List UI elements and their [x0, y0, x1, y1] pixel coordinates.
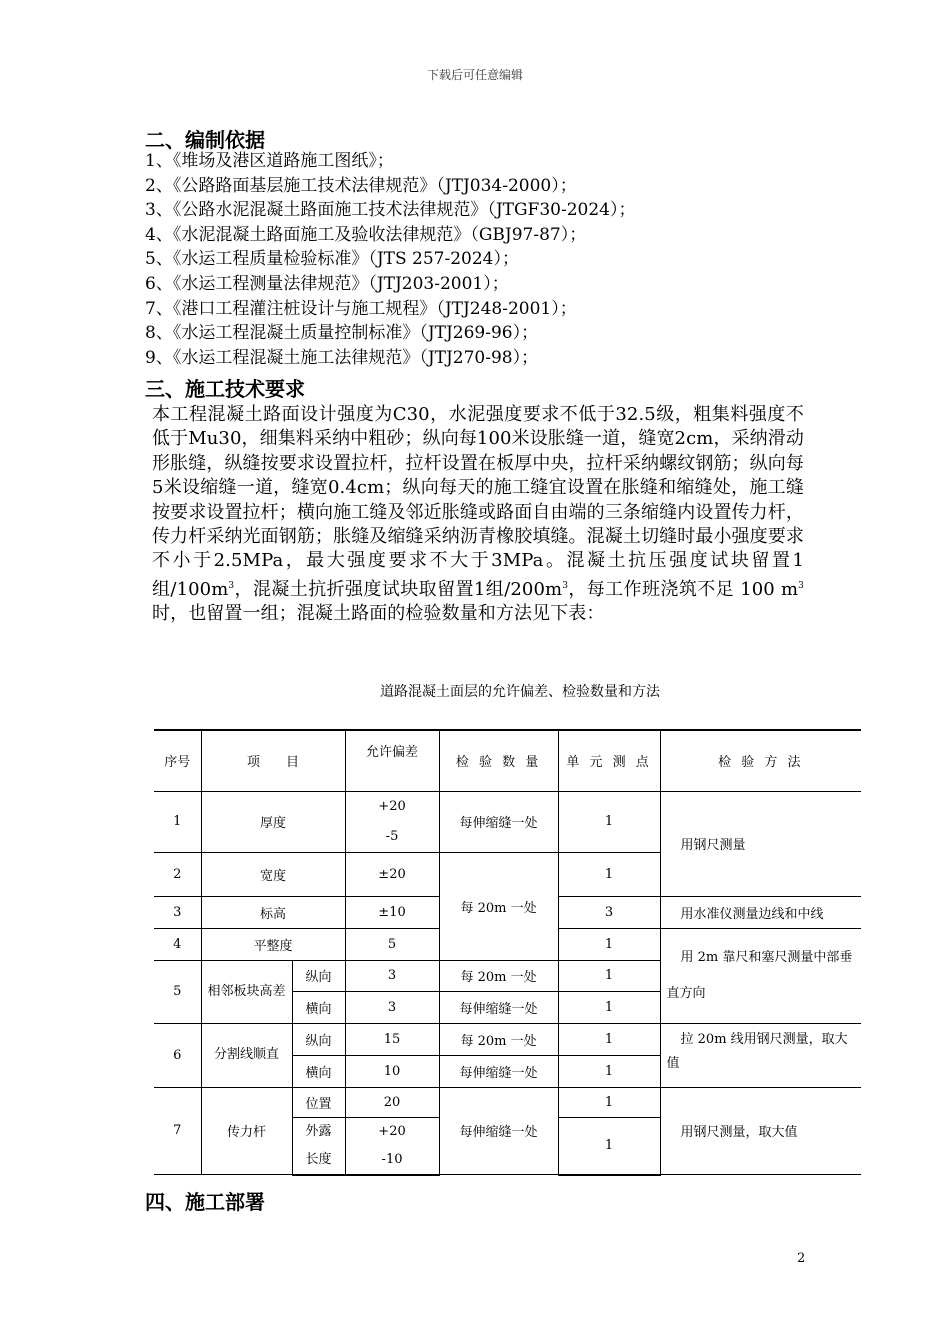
row-tolerance: 3 [345, 960, 439, 991]
row-points: 1 [558, 991, 660, 1023]
list-item: 9、《水运工程混凝土施工法律规范》（JTJ270-98）； [145, 347, 539, 368]
row-quantity: 每伸缩缝一处 [439, 991, 558, 1023]
row-item: 相邻板块高差 [201, 960, 292, 1023]
row-item: 分割线顺直 [201, 1023, 292, 1087]
tolerance-lower: -5 [385, 828, 399, 844]
row-points: 1 [558, 852, 660, 896]
technical-requirements-paragraph [152, 403, 804, 627]
table-row [154, 1087, 861, 1117]
reference-list [145, 149, 635, 370]
row-no: 2 [154, 852, 201, 896]
row-points: 1 [558, 791, 660, 852]
row-tolerance: 5 [345, 928, 439, 960]
row-quantity: 每伸缩缝一处 [439, 1087, 558, 1175]
table-row [154, 1023, 861, 1055]
para-text: 本工程混凝土路面设计强度为C30，水泥强度要求不低于32.5级，粗集料强度不低于Mu30，细集料采纳中粗砂；纵向每100米设胀缝一道，缝宽2cm，采纳滑动形胀缝，纵缝按要求设置拉杆，拉杆设置在板厚中央，拉杆采纳螺纹钢筋；纵向每5米设缩缝一道，缝宽0.4cm；纵向每天的施工缝宜设置在胀缝和缩缝处，施工缝按要求设置拉杆；横向施工缝及邻近胀缝或路面自由端的三条缩缝内设置传力杆，传力杆采纳光面钢筋；胀缝及缩缝采纳沥青橡胶填缝。混凝土切缝时最小强度要求不小于2.5MPa，最大强度要求不大于3MPa。混凝土抗压强度试块留置1组/100m [152, 404, 804, 600]
row-item: 宽度 [201, 852, 345, 896]
list-item: 6、《水运工程测量法律规范》（JTJ203-2001）； [145, 273, 509, 294]
row-tolerance: 3 [345, 991, 439, 1023]
list-item: 1、《堆场及港区道路施工图纸》； [145, 151, 394, 171]
method-text: 拉 20m 线用钢尺测量，取大值 [666, 1031, 848, 1071]
header-item: 项 目 [201, 730, 345, 791]
row-quantity: 每 20m 一处 [439, 852, 558, 960]
subitem-lower: 长度 [305, 1151, 332, 1167]
row-subitem: 横向 [292, 1055, 345, 1087]
row-no: 5 [154, 960, 201, 1023]
tolerance-table [154, 729, 861, 1176]
list-item: 3、《公路水泥混凝土路面施工技术法律规范》（JTGF30-2024）； [145, 200, 636, 221]
list-item: 7、《港口工程灌注桩设计与施工规程》（JTJ248-2001）； [145, 298, 577, 319]
tolerance-lower: -10 [381, 1151, 403, 1167]
tolerance-upper: +20 [378, 798, 406, 814]
page-header: 下载后可任意编辑 [426, 68, 523, 82]
table-header-row [154, 730, 861, 791]
header-tolerance: 允许偏差 [345, 730, 439, 791]
header-quantity: 检 验 数 量 [439, 730, 558, 791]
row-no: 1 [154, 791, 201, 852]
page-number: 2 [797, 1251, 806, 1266]
row-points: 1 [558, 960, 660, 991]
row-item: 标高 [201, 896, 345, 928]
row-points: 1 [558, 1055, 660, 1087]
row-method: 用钢尺测量 [660, 791, 861, 896]
row-item: 平整度 [201, 928, 345, 960]
row-no: 7 [154, 1087, 201, 1175]
list-item: 5、《水运工程质量检验标准》（JTS 257-2024）； [145, 249, 519, 270]
para-text: ，混凝土抗折强度试块取留置1组/200m [234, 578, 563, 600]
section-2-title: 二、编制依据 [145, 128, 265, 152]
row-method [660, 928, 861, 1023]
header-no: 序号 [154, 730, 201, 791]
superscript: 3 [228, 580, 235, 591]
row-method: 用水准仪测量边线和中线 [660, 896, 861, 928]
row-item: 厚度 [201, 791, 345, 852]
row-no: 3 [154, 896, 201, 928]
row-subitem: 纵向 [292, 1023, 345, 1055]
header-method: 检 验 方 法 [660, 730, 861, 791]
row-no: 4 [154, 928, 201, 960]
row-item: 传力杆 [201, 1087, 292, 1175]
row-quantity: 每伸缩缝一处 [439, 791, 558, 852]
row-subitem: 纵向 [292, 960, 345, 991]
row-method: 用钢尺测量，取大值 [660, 1087, 861, 1175]
superscript: 3 [562, 580, 569, 591]
superscript: 3 [798, 580, 804, 591]
method-text: 用 2m 靠尺和塞尺测量中部垂直方向 [666, 949, 853, 1001]
subitem-upper: 外露 [305, 1123, 332, 1139]
tolerance-upper: +20 [378, 1123, 406, 1139]
table-row [154, 791, 861, 852]
para-text: ，每工作班浇筑不足 100 m [568, 578, 799, 600]
row-tolerance [345, 791, 439, 852]
header-points: 单 元 测 点 [558, 730, 660, 791]
table-caption: 道路混凝土面层的允许偏差、检验数量和方法 [380, 684, 660, 700]
row-no: 6 [154, 1023, 201, 1087]
row-tolerance [345, 1117, 439, 1175]
list-item: 8、《水运工程混凝土质量控制标准》（JTJ269-96）； [145, 323, 539, 344]
row-subitem: 位置 [292, 1087, 345, 1117]
row-method [660, 1023, 861, 1087]
list-item: 4、《水泥混凝土路面施工及验收法律规范》（GBJ97-87）； [145, 224, 587, 245]
row-points: 1 [558, 1117, 660, 1175]
row-quantity: 每 20m 一处 [439, 1023, 558, 1055]
section-4-title: 四、施工部署 [145, 1190, 265, 1214]
row-subitem [292, 1117, 345, 1175]
row-tolerance: ±20 [345, 852, 439, 896]
row-subitem: 横向 [292, 991, 345, 1023]
list-item: 2、《公路路面基层施工技术法律规范》（JTJ034-2000）； [145, 175, 577, 196]
row-tolerance: 20 [345, 1087, 439, 1117]
row-points: 3 [558, 896, 660, 928]
row-points: 1 [558, 1087, 660, 1117]
section-3-title: 三、施工技术要求 [145, 377, 305, 401]
para-text: 时，也留置一组；混凝土路面的检验数量和方法见下表： [152, 603, 605, 625]
row-quantity: 每伸缩缝一处 [439, 1055, 558, 1087]
row-tolerance: ±10 [345, 896, 439, 928]
row-tolerance: 10 [345, 1055, 439, 1087]
row-tolerance: 15 [345, 1023, 439, 1055]
row-points: 1 [558, 928, 660, 960]
row-quantity: 每 20m 一处 [439, 960, 558, 991]
row-points: 1 [558, 1023, 660, 1055]
